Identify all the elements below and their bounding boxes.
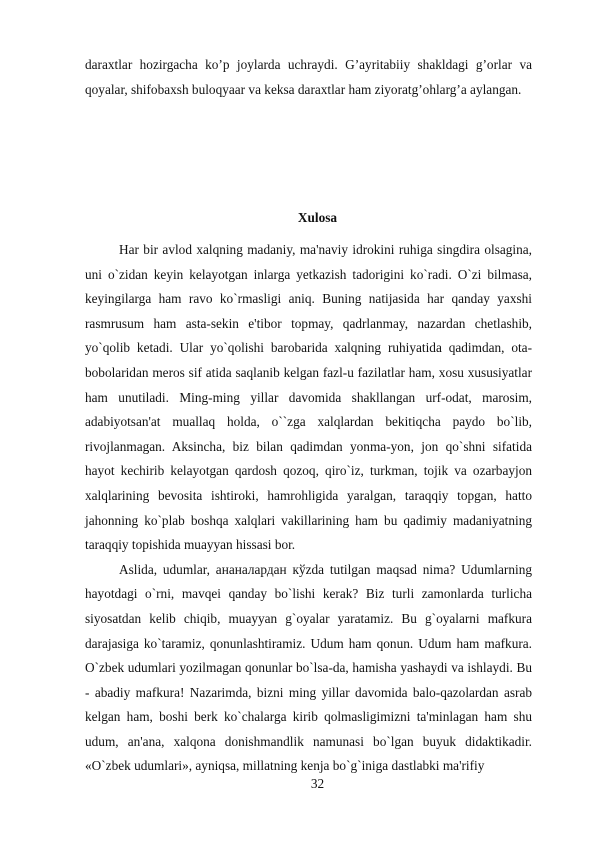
section-heading: Xulosa: [297, 210, 338, 225]
intro-paragraph: daraxtlar hozirgacha ko’p joylarda uchraydi. G’ayritabiiy shakldagi g’orlar va qoyalar, shifobaxsh buloqyaar va keksa daraxtlar ham ziyoratg’ohlarg’a aylangan.: [85, 57, 532, 97]
page-number: 32: [310, 776, 325, 791]
body-paragraph: Har bir avlod xalqning madaniy, ma'naviy idrokini ruhiga singdira olsagina, uni o`zidan keyin kelayotgan inlarga yetkazish tadorigini ko`radi. O`zi bilmasa, keyingilarga ham ravo ko`rmasligi aniq. Buning natijasida har qanday yaxshi rasmrusum ham asta-sekin e'tibor topmay, qadrlanmay, nazardan chetlashib, yo`qolib ketadi. Ular yo`qolishi barobarida xalqning ruhiyatida qadimdan, ota-bobolaridan meros sif atida saqlanib kelgan fazl-u fazilatlar ham, xosu xususiyatlar ham unutiladi. Ming-ming yillar davomida shakllangan urf-odat, marosim, adabiyotsan'at muallaq holda, o``zga xalqlardan bekitiqcha paydo bo`lib, rivojlanmagan. Aksincha, biz bilan qadimdan yonma-yon, jon qo`shni sifatida hayot kechirib kelayotgan qardosh qozoq, qiro`iz, turkman, tojik va ozarbayjon xalqlarining bevosita ishtiroki, hamrohligida yaralgan, taraqqiy topgan, hatto jahonning ko`plab boshqa xalqlari vakillarining ham bu qadimiy madaniyatning taraqqiy topishida muayyan hissasi bor.: [85, 242, 532, 553]
intro-text-block: [85, 53, 532, 102]
body-paragraph: Aslida, udumlar, ананалардан кўzda tutilgan maqsad nima? Udumlarning hayotdagi o`rni, mavqei qanday bo`lishi kerak? Biz turli zamonlarda turlicha siyosatdan kelib chiqib, muayyan g`oyalar yaratamiz. Bu g`oyalarni mafkura darajasiga ko`taramiz, qonunlashtiramiz. Udum ham qonun. Udum ham mafkura. O`zbek udumlari yozilmagan qonunlar bo`lsa-da, hamisha yashaydi va ishlaydi. Bu - abadiy mafkura! Nazarimda, bizni ming yillar davomida balo-qazolardan asrab kelgan ham, boshi berk ko`chalarga kirib qolmasligimizni ta'minlagan ham shu udum, an'ana, xalqona donishmandlik namunasi bo`lgan buyuk didaktikadir. «O`zbek udumlari», ayniqsa, millatning kenja bo`g`iniga dastlabki ma'rifiy: [85, 561, 532, 774]
body-text-block: [85, 238, 532, 779]
